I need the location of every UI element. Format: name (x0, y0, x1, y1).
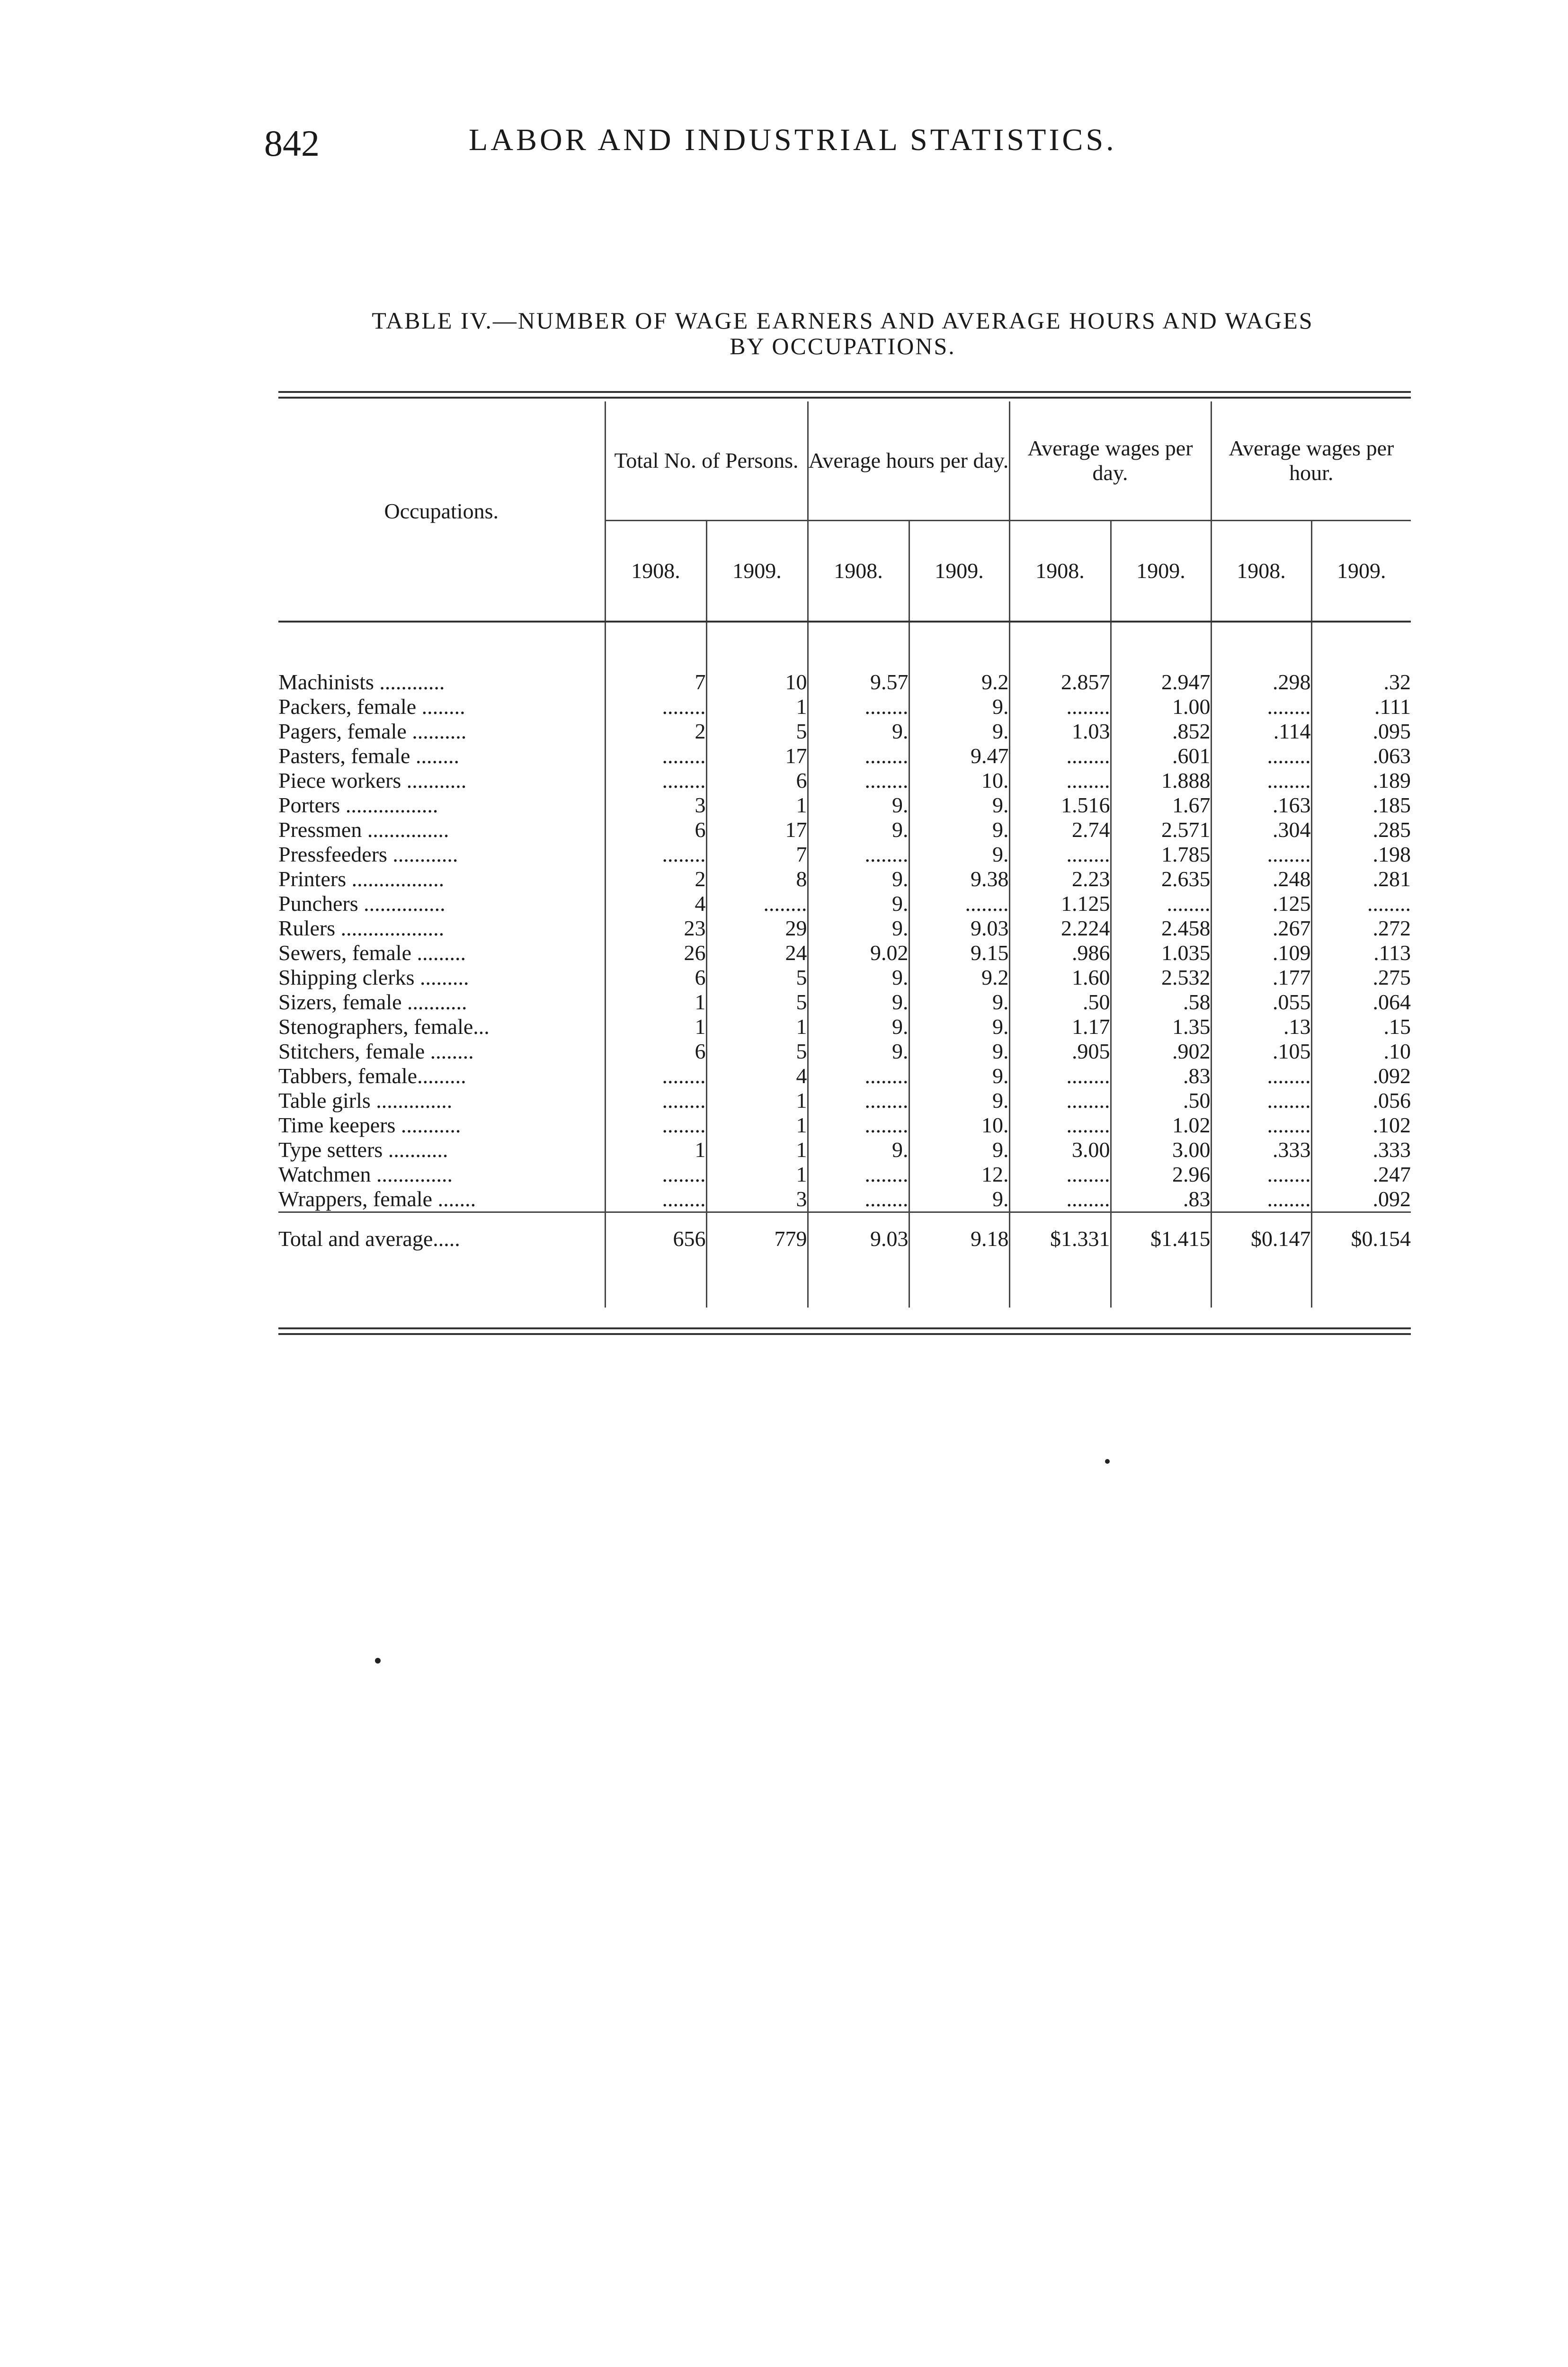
value-cell: 2.23 (1009, 867, 1111, 891)
value-cell: .063 (1311, 744, 1411, 768)
value-cell: ........ (1211, 1064, 1311, 1088)
value-cell: ........ (706, 891, 808, 916)
value-cell: 1.35 (1111, 1014, 1211, 1039)
value-cell: ........ (808, 768, 909, 793)
value-cell: 9.02 (808, 941, 909, 965)
occupation-cell: Rulers ................... (278, 916, 445, 940)
value-cell: ........ (605, 1187, 706, 1212)
value-cell: 1.67 (1111, 793, 1211, 818)
value-cell: 1 (706, 1138, 808, 1162)
occupation-cell: Pagers, female .......... (278, 719, 467, 743)
occupation-cell: Total and average..... (278, 1227, 460, 1251)
value-cell: 9.03 (808, 1218, 909, 1260)
value-cell: ........ (1211, 744, 1311, 768)
value-cell: ........ (808, 1064, 909, 1088)
value-cell: 9. (909, 719, 1009, 744)
value-cell: 9. (808, 916, 909, 941)
top-rule-1 (278, 391, 1411, 393)
year-header: 1909. (1311, 521, 1411, 622)
year-header: 1908. (808, 521, 909, 622)
value-cell: 26 (605, 941, 706, 965)
value-cell: .102 (1311, 1113, 1411, 1138)
value-cell: ........ (808, 1162, 909, 1187)
speck-mark (1105, 1459, 1110, 1464)
occupations-header: Occupations. (278, 401, 605, 622)
value-cell: ........ (605, 1113, 706, 1138)
occupation-cell: Shipping clerks ......... (278, 965, 469, 989)
table-row (278, 768, 1411, 793)
occupation-cell: Stenographers, female... (278, 1014, 490, 1039)
value-cell: ........ (1009, 768, 1111, 793)
value-cell: .50 (1009, 990, 1111, 1014)
value-cell: .248 (1211, 867, 1311, 891)
value-cell: 1 (706, 1088, 808, 1113)
value-cell: 9. (909, 990, 1009, 1014)
value-cell: 656 (605, 1218, 706, 1260)
occupation-cell: Watchmen .............. (278, 1162, 453, 1186)
value-cell: ........ (1211, 768, 1311, 793)
value-cell: 9.57 (808, 670, 909, 694)
value-cell: ........ (808, 842, 909, 867)
value-cell: 2.224 (1009, 916, 1111, 941)
value-cell: 9. (808, 1138, 909, 1162)
value-cell: 23 (605, 916, 706, 941)
value-cell: 2.635 (1111, 867, 1211, 891)
value-cell: 6 (605, 1039, 706, 1064)
year-header: 1908. (1211, 521, 1311, 622)
value-cell: 3.00 (1009, 1138, 1111, 1162)
value-cell: 24 (706, 941, 808, 965)
table-row (278, 990, 1411, 1014)
occupation-cell: Sizers, female ........... (278, 990, 467, 1014)
value-cell: 9. (909, 818, 1009, 842)
value-cell: ........ (605, 842, 706, 867)
wage-table (278, 401, 1411, 1308)
value-cell: 10 (706, 670, 808, 694)
speck-mark (375, 1658, 381, 1664)
value-cell: ........ (808, 1187, 909, 1212)
value-cell: .285 (1311, 818, 1411, 842)
value-cell: ........ (1009, 1162, 1111, 1187)
value-cell: 9. (808, 990, 909, 1014)
value-cell: 1 (605, 990, 706, 1014)
value-cell: 9. (808, 1039, 909, 1064)
value-cell: .852 (1111, 719, 1211, 744)
value-cell: .83 (1111, 1064, 1211, 1088)
value-cell: 1.035 (1111, 941, 1211, 965)
value-cell: 10. (909, 1113, 1009, 1138)
value-cell: 5 (706, 719, 808, 744)
value-cell: 9. (808, 891, 909, 916)
occupation-cell: Tabbers, female......... (278, 1064, 466, 1088)
value-cell: 9. (808, 793, 909, 818)
value-cell: 1 (706, 1162, 808, 1187)
value-cell: .58 (1111, 990, 1211, 1014)
value-cell: .111 (1311, 694, 1411, 719)
value-cell: 5 (706, 990, 808, 1014)
value-cell: 9.15 (909, 941, 1009, 965)
occupation-cell: Printers ................. (278, 867, 445, 891)
header-avg-wages-day: Average wages per day. (1009, 401, 1211, 521)
value-cell: .095 (1311, 719, 1411, 744)
occupation-cell: Table girls .............. (278, 1088, 453, 1112)
value-cell: .177 (1211, 965, 1311, 990)
year-header: 1908. (1009, 521, 1111, 622)
value-cell: 9. (808, 965, 909, 990)
value-cell: 9. (909, 1138, 1009, 1162)
value-cell: ........ (605, 1064, 706, 1088)
value-cell: ........ (605, 744, 706, 768)
spacer-row (278, 1260, 1411, 1308)
value-cell: .333 (1211, 1138, 1311, 1162)
value-cell: ........ (1009, 744, 1111, 768)
value-cell: 17 (706, 744, 808, 768)
occupation-cell: Packers, female ........ (278, 694, 465, 719)
value-cell: 9. (909, 842, 1009, 867)
table-row (278, 965, 1411, 990)
table-row (278, 1138, 1411, 1162)
value-cell: ........ (605, 1088, 706, 1113)
total-row (278, 1218, 1411, 1260)
value-cell: 5 (706, 1039, 808, 1064)
value-cell: 12. (909, 1162, 1009, 1187)
value-cell: 1 (706, 694, 808, 719)
table-row (278, 694, 1411, 719)
value-cell: .986 (1009, 941, 1111, 965)
value-cell: ........ (1211, 1162, 1311, 1187)
occupation-cell: Stitchers, female ........ (278, 1039, 474, 1063)
value-cell: 1.60 (1009, 965, 1111, 990)
value-cell: 2.96 (1111, 1162, 1211, 1187)
header-total-persons: Total No. of Persons. (605, 401, 808, 521)
value-cell: .092 (1311, 1187, 1411, 1212)
value-cell: 9. (909, 1187, 1009, 1212)
value-cell: .13 (1211, 1014, 1311, 1039)
table-row (278, 842, 1411, 867)
value-cell: .105 (1211, 1039, 1311, 1064)
value-cell: 8 (706, 867, 808, 891)
value-cell: 10. (909, 768, 1009, 793)
value-cell: $1.415 (1111, 1218, 1211, 1260)
value-cell: .304 (1211, 818, 1311, 842)
value-cell: 9. (909, 793, 1009, 818)
occupation-cell: Time keepers ........... (278, 1113, 461, 1137)
value-cell: 9.03 (909, 916, 1009, 941)
value-cell: 1.02 (1111, 1113, 1211, 1138)
value-cell: .272 (1311, 916, 1411, 941)
value-cell: .32 (1311, 670, 1411, 694)
value-cell: .275 (1311, 965, 1411, 990)
value-cell: 6 (605, 965, 706, 990)
occupation-cell: Pressfeeders ............ (278, 842, 458, 866)
value-cell: .83 (1111, 1187, 1211, 1212)
value-cell: 2.947 (1111, 670, 1211, 694)
table-row (278, 867, 1411, 891)
value-cell: 1.17 (1009, 1014, 1111, 1039)
value-cell: 779 (706, 1218, 808, 1260)
value-cell: ........ (909, 891, 1009, 916)
value-cell: ........ (1009, 1088, 1111, 1113)
value-cell: .10 (1311, 1039, 1411, 1064)
value-cell: ........ (605, 1162, 706, 1187)
year-header: 1908. (605, 521, 706, 622)
value-cell: .281 (1311, 867, 1411, 891)
value-cell: 1 (706, 1014, 808, 1039)
value-cell: 9.2 (909, 965, 1009, 990)
value-cell: 4 (605, 891, 706, 916)
value-cell: ........ (1009, 1113, 1111, 1138)
table-row (278, 1039, 1411, 1064)
occupation-cell: Pasters, female ........ (278, 744, 459, 768)
occupation-cell: Porters ................. (278, 793, 438, 817)
value-cell: .333 (1311, 1138, 1411, 1162)
value-cell: 2.857 (1009, 670, 1111, 694)
value-cell: ........ (1211, 842, 1311, 867)
value-cell: .056 (1311, 1088, 1411, 1113)
top-rule-2 (278, 397, 1411, 399)
value-cell: ........ (808, 1088, 909, 1113)
value-cell: .601 (1111, 744, 1211, 768)
table-title (270, 308, 1416, 359)
table-row (278, 1014, 1411, 1039)
value-cell: ........ (1009, 694, 1111, 719)
value-cell: 2.571 (1111, 818, 1211, 842)
value-cell: ........ (1009, 1064, 1111, 1088)
header-avg-hours: Average hours per day. (808, 401, 1009, 521)
value-cell: 9.2 (909, 670, 1009, 694)
value-cell: ........ (1211, 1187, 1311, 1212)
occupation-cell: Wrappers, female ....... (278, 1187, 476, 1211)
value-cell: 1.125 (1009, 891, 1111, 916)
table-title-line-2: BY OCCUPATIONS. (730, 333, 956, 359)
value-cell: 1 (605, 1014, 706, 1039)
value-cell: .905 (1009, 1039, 1111, 1064)
value-cell: .185 (1311, 793, 1411, 818)
table-row (278, 891, 1411, 916)
value-cell: ........ (1211, 1113, 1311, 1138)
value-cell: 2 (605, 867, 706, 891)
value-cell: .189 (1311, 768, 1411, 793)
table-title-line-1: TABLE IV.—NUMBER OF WAGE EARNERS AND AVERAGE HOURS AND WAGES (372, 307, 1314, 334)
value-cell: ........ (1311, 891, 1411, 916)
occupation-cell: Type setters ........... (278, 1138, 448, 1162)
bottom-rule-1 (278, 1327, 1411, 1329)
table-row (278, 719, 1411, 744)
total-separator (278, 1212, 1411, 1218)
value-cell: ........ (1211, 694, 1311, 719)
table-row (278, 1162, 1411, 1187)
value-cell: .064 (1311, 990, 1411, 1014)
value-cell: 1.00 (1111, 694, 1211, 719)
value-cell: 1.03 (1009, 719, 1111, 744)
occupation-cell: Machinists ............ (278, 670, 445, 694)
value-cell: .247 (1311, 1162, 1411, 1187)
table-row (278, 744, 1411, 768)
value-cell: 9. (808, 867, 909, 891)
value-cell: .50 (1111, 1088, 1211, 1113)
value-cell: .163 (1211, 793, 1311, 818)
value-cell: 2.532 (1111, 965, 1211, 990)
value-cell: 1.888 (1111, 768, 1211, 793)
value-cell: .113 (1311, 941, 1411, 965)
value-cell: 9. (909, 1039, 1009, 1064)
value-cell: ........ (1009, 842, 1111, 867)
value-cell: .055 (1211, 990, 1311, 1014)
value-cell: 29 (706, 916, 808, 941)
table-row (278, 916, 1411, 941)
value-cell: .267 (1211, 916, 1311, 941)
value-cell: 7 (706, 842, 808, 867)
wage-table-container (278, 401, 1411, 1308)
year-header: 1909. (909, 521, 1009, 622)
value-cell: 1 (605, 1138, 706, 1162)
value-cell: 3 (706, 1187, 808, 1212)
table-row (278, 941, 1411, 965)
value-cell: ........ (1111, 891, 1211, 916)
table-body (278, 622, 1411, 1308)
table-row (278, 1187, 1411, 1212)
value-cell: 9. (909, 694, 1009, 719)
table-row (278, 793, 1411, 818)
value-cell: 9. (909, 1014, 1009, 1039)
value-cell: 1.785 (1111, 842, 1211, 867)
value-cell: 1 (706, 793, 808, 818)
value-cell: 7 (605, 670, 706, 694)
value-cell: $1.331 (1009, 1218, 1111, 1260)
page-number: 842 (264, 123, 320, 164)
occupation-cell: Punchers ............... (278, 891, 445, 916)
value-cell: 9.18 (909, 1218, 1009, 1260)
value-cell: 5 (706, 965, 808, 990)
value-cell: .092 (1311, 1064, 1411, 1088)
value-cell: .902 (1111, 1039, 1211, 1064)
header-avg-wages-hour: Average wages per hour. (1211, 401, 1411, 521)
value-cell: 9. (808, 719, 909, 744)
value-cell: ........ (605, 768, 706, 793)
running-head: LABOR AND INDUSTRIAL STATISTICS. (469, 123, 1117, 157)
value-cell: $0.147 (1211, 1218, 1311, 1260)
table-row (278, 818, 1411, 842)
table-row (278, 1113, 1411, 1138)
value-cell: 2.458 (1111, 916, 1211, 941)
occupation-cell: Piece workers ........... (278, 768, 467, 792)
value-cell: .15 (1311, 1014, 1411, 1039)
year-header: 1909. (1111, 521, 1211, 622)
value-cell: .198 (1311, 842, 1411, 867)
value-cell: 1 (706, 1113, 808, 1138)
value-cell: 17 (706, 818, 808, 842)
value-cell: 9. (808, 1014, 909, 1039)
spacer-row (278, 622, 1411, 670)
year-header: 1909. (706, 521, 808, 622)
value-cell: .125 (1211, 891, 1311, 916)
value-cell: 9.38 (909, 867, 1009, 891)
value-cell: .109 (1211, 941, 1311, 965)
value-cell: ........ (808, 694, 909, 719)
value-cell: 1.516 (1009, 793, 1111, 818)
value-cell: ........ (1211, 1088, 1311, 1113)
value-cell: 6 (706, 768, 808, 793)
value-cell: 3 (605, 793, 706, 818)
table-row (278, 1088, 1411, 1113)
value-cell: 9. (808, 818, 909, 842)
value-cell: 3.00 (1111, 1138, 1211, 1162)
value-cell: 2 (605, 719, 706, 744)
value-cell: 9. (909, 1064, 1009, 1088)
table-row (278, 1064, 1411, 1088)
value-cell: 6 (605, 818, 706, 842)
value-cell: ........ (605, 694, 706, 719)
value-cell: ........ (1009, 1187, 1111, 1212)
value-cell: 9. (909, 1088, 1009, 1113)
value-cell: ........ (808, 1113, 909, 1138)
value-cell: ........ (808, 744, 909, 768)
value-cell: 2.74 (1009, 818, 1111, 842)
occupation-cell: Pressmen ............... (278, 818, 449, 842)
value-cell: .114 (1211, 719, 1311, 744)
table-row (278, 670, 1411, 694)
occupation-cell: Sewers, female ......... (278, 941, 466, 965)
value-cell: $0.154 (1311, 1218, 1411, 1260)
bottom-rule-2 (278, 1333, 1411, 1335)
value-cell: 4 (706, 1064, 808, 1088)
value-cell: .298 (1211, 670, 1311, 694)
value-cell: 9.47 (909, 744, 1009, 768)
